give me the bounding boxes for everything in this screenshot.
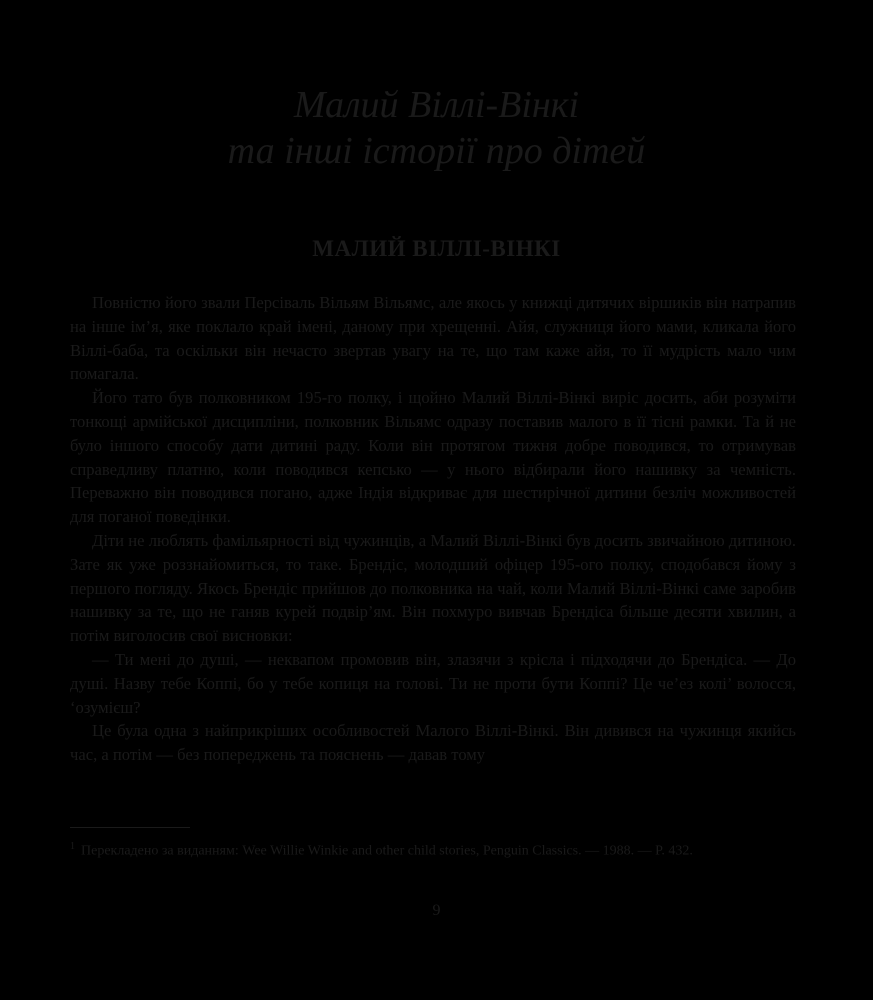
footnote xyxy=(70,836,796,862)
paragraph: — Ти мені до душі, — неквапом промовив він, злазячи з крісла і підходячи до Брендіса. — До душі. Назву тебе Коппі, бо у тебе копиця на голові. Ти не проти бути Коппі? Це че’ез колі’ волосся, ‘озумієш? xyxy=(70,649,796,717)
body-text xyxy=(70,291,796,767)
chapter-title: МАЛИЙ ВІЛЛІ-ВІНКІ xyxy=(312,236,561,261)
paragraph: Повністю його звали Персіваль Вільям Вільямс, але якось у книжці дитячих віршиків він натрапив на інше ім’я, яке поклало край імені, даному при хрещенні. Айя, служниця його мами, кликала його Віллі-баба, та оскільки він нечасто звертав увагу на те, що там каже айя, то її мудрість мало чим помагала. xyxy=(70,293,796,384)
footnote-divider xyxy=(70,827,190,828)
paragraph: Діти не люблять фамільярності від чужинців, а Малий Віллі-Вінкі був досить звичайною дитиною. Зате як уже роззнайомиться, то таке. Брендіс, молодший офіцер 195-ого полку, сподобався йому з першого погляду. Якось Брендіс прийшов до полковника на чай, коли Малий Віллі-Вінкі саме заробив нашивку за те, що не ганяв курей подвір’ям. Він похмуро вивчав Брендіса більше десяти хвилин, а потім виголосив свої висновки: xyxy=(70,530,796,646)
book-title-line-1: Малий Віллі-Вінкі xyxy=(293,84,580,126)
page-number: 9 xyxy=(432,902,441,919)
footnote-text: Перекладено за виданням: Wee Willie Winkie and other child stories, Penguin Classics. — 1988. — P. 432. xyxy=(81,843,693,859)
paragraph: Його тато був полковником 195-го полку, і щойно Малий Віллі-Вінкі виріс досить, аби розуміти тонкощі армійської дисципліни, полковник Вільямс одразу поставив малого в її тісні рамки. Та й не було іншого способу дати дитині раду. Коли він протягом тижня добре поводився, то отримував справедливу платню, коли поводився кепсько — у нього відбирали його нашивку за чемність. Переважно він поводився погано, адже Індія відкриває для шестирічної дитини безліч можливостей для поганої поведінки. xyxy=(70,388,796,527)
book-title-line-2: та інші історії про дітей xyxy=(227,130,646,172)
footnote-mark: 1 xyxy=(70,841,75,852)
paragraph: Це була одна з найприкріших особливостей Малого Віллі-Вінкі. Він дивився на чужинця якийсь час, а потім — без попереджень та пояснень — давав тому xyxy=(70,721,796,765)
book-title xyxy=(0,82,873,174)
